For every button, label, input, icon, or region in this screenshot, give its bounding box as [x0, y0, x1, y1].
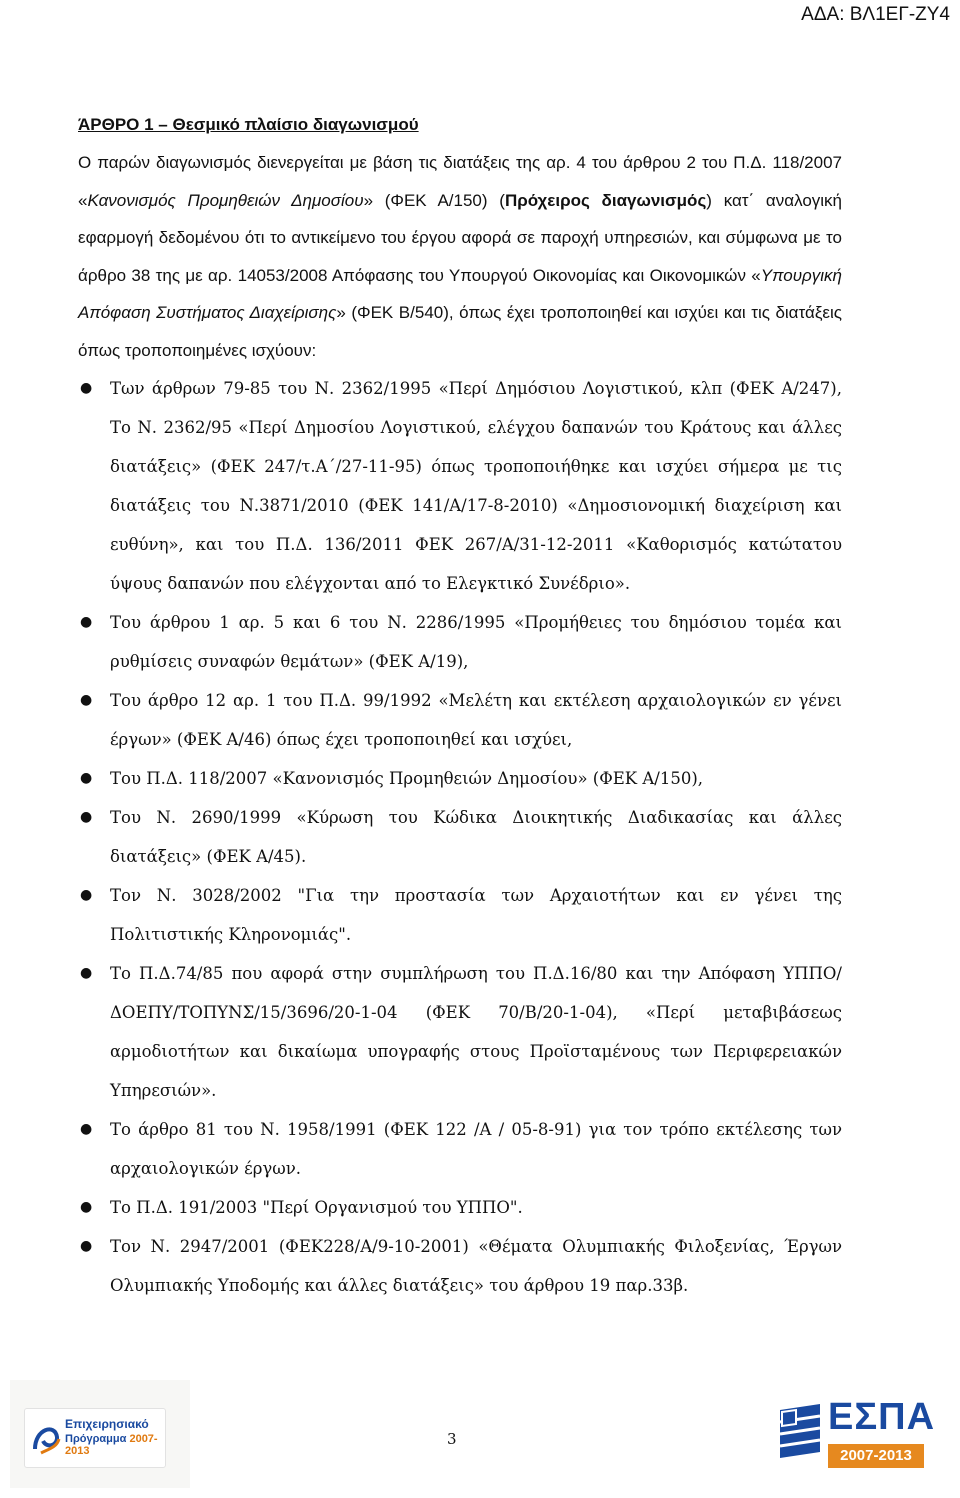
- list-item: [78, 681, 842, 759]
- list-item-text: Του άρθρου 1 αρ. 5 και 6 του Ν. 2286/1995 «Προμήθειες του δημόσιου τομέα και ρυθμίσεις συναφών θεμάτων» (ΦΕΚ Α/19),: [110, 613, 842, 671]
- list-item: [78, 603, 842, 681]
- list-item: [78, 954, 842, 1110]
- logo-line-2a: Πρόγραμμα: [65, 1433, 127, 1445]
- espa-logo: [770, 1388, 948, 1488]
- bullet-icon: ●: [80, 770, 93, 786]
- operational-programme-logo: [10, 1380, 190, 1488]
- intro-text-1: Ο παρών διαγωνισμός διενεργείται με βάση τις διατάξεις της αρ. 4 του άρθρου 2 του Π.Δ. 118/2007 «: [78, 153, 842, 210]
- document-body: [78, 112, 842, 1305]
- list-item: [78, 1227, 842, 1305]
- list-item-text: Το Π.Δ.74/85 που αφορά στην συμπλήρωση του Π.Δ.16/80 και την Απόφαση ΥΠΠΟ/ΔΟΕΠΥ/ΤΟΠΥΝΣ/15/3696/20-1-04 (ΦΕΚ 70/Β/20-1-04), «Περί μεταβιβάσεως αρμοδιοτήτων και δικαίωμα υπογραφής στους Προϊσταμένους των Περιφερειακών Υπηρεσιών».: [110, 964, 842, 1100]
- list-item-text: Το άρθρο 81 του Ν. 1958/1991 (ΦΕΚ 122 /Α / 05-8-91) για τον τρόπο εκτέλεσης των αρχαιολογικών έργων.: [110, 1120, 842, 1178]
- bullet-icon: ●: [80, 1199, 93, 1215]
- bullet-icon: ●: [80, 614, 93, 630]
- logo-box: [24, 1408, 166, 1468]
- espa-name: ΕΣΠΑ: [828, 1396, 936, 1438]
- article-title: ΆΡΘΡΟ 1 – Θεσμικό πλαίσιο διαγωνισμού: [78, 115, 419, 134]
- list-item-text: Των άρθρων 79-85 του Ν. 2362/1995 «Περί Δημόσιου Λογιστικού, κλπ (ΦΕΚ Α/247), Το Ν. 2362/95 «Περί Δημοσίου Λογιστικού, ελέγχου δαπανών του Κράτους και άλλες διατάξεις» (ΦΕΚ 247/τ.Α΄/27-11-95) όπως τροποποιήθηκε και ισχύει σήμερα με τις διατάξεις του Ν.3871/2010 (ΦΕΚ 141/Α/17-8-2010) «Δημοσιονομική διαχείριση και ευθύνη», και του Π.Δ. 136/2011 ΦΕΚ 267/Α/31-12-2011 «Καθορισμός κατώτατου ύψους δαπανών που ελέγχονται από το Ελεγκτικό Συνέδριο».: [110, 379, 842, 593]
- list-item-text: Του Ν. 2690/1999 «Κύρωση του Κώδικα Διοικητικής Διαδικασίας και άλλες διατάξεις» (ΦΕΚ Α/45).: [110, 808, 842, 866]
- list-item: [78, 369, 842, 603]
- bullet-icon: ●: [80, 380, 93, 396]
- intro-italic-1: Κανονισμός Προμηθειών Δημοσίου: [87, 190, 364, 210]
- bullet-icon: ●: [80, 1238, 93, 1254]
- list-item: [78, 798, 842, 876]
- list-item-text: Το Π.Δ. 191/2003 "Περί Οργανισμού του ΥΠΠΟ".: [110, 1198, 523, 1217]
- intro-text-4: » (ΦΕΚ Β/540), όπως έχει τροποποιηθεί και ισχύει και τις διατάξεις όπως τροποποιημένες ισχύουν:: [78, 303, 842, 360]
- logo-line-2b: 2007-2013: [65, 1433, 158, 1457]
- list-item: [78, 759, 842, 798]
- eu-flag-icon: [778, 1402, 822, 1462]
- bullet-icon: ●: [80, 1121, 93, 1137]
- logo-line-2: [65, 1433, 165, 1457]
- list-item-text: Του Π.Δ. 118/2007 «Κανονισμός Προμηθειών Δημοσίου» (ΦΕΚ Α/150),: [110, 769, 704, 788]
- intro-text-2: » (ΦΕΚ Α/150) (: [363, 190, 505, 210]
- legal-basis-list: [78, 369, 842, 1305]
- logo-line-1: Επιχειρησιακό: [65, 1417, 149, 1431]
- page-number: 3: [447, 1430, 457, 1448]
- list-item-text: Του άρθρο 12 αρ. 1 του Π.Δ. 99/1992 «Μελέτη και εκτέλεση αρχαιολογικών εν γένει έργων» (ΦΕΚ Α/46) όπως έχει τροποποιηθεί και ισχύει,: [110, 691, 842, 749]
- intro-paragraph: [78, 144, 842, 369]
- intro-italic-2: Υπουργική Απόφαση Συστήματος Διαχείρισης: [78, 265, 842, 322]
- bullet-icon: ●: [80, 965, 93, 981]
- list-item: [78, 876, 842, 954]
- swirl-logo-icon: [31, 1419, 61, 1455]
- bullet-icon: ●: [80, 692, 93, 708]
- bullet-icon: ●: [80, 809, 93, 825]
- ada-code: ΑΔΑ: ΒΛ1ΕΓ-ΖΥ4: [801, 4, 950, 25]
- list-item: [78, 1110, 842, 1188]
- intro-text-3: ) κατ΄ αναλογική εφαρμογή δεδομένου ότι το αντικείμενο του έργου αφορά σε παροχή υπηρεσιών, και σύμφωνα με το άρθρο 38 της με αρ. 14053/2008 Απόφασης του Υπουργού Οικονομίας και Οικονομικών «: [78, 190, 843, 285]
- list-item: [78, 1188, 842, 1227]
- espa-years: 2007-2013: [828, 1444, 924, 1468]
- intro-bold: Πρόχειρος διαγωνισμός: [504, 190, 707, 210]
- list-item-text: Τον Ν. 2947/2001 (ΦΕΚ228/Α/9-10-2001) «Θέματα Ολυμπιακής Φιλοξενίας, Έργων Ολυμπιακής Υποδομής και άλλες διατάξεις» του άρθρου 19 παρ.33β.: [110, 1237, 842, 1295]
- list-item-text: Τον Ν. 3028/2002 "Για την προστασία των Αρχαιοτήτων και εν γένει της Πολιτιστικής Κληρονομιάς".: [110, 886, 842, 944]
- bullet-icon: ●: [80, 887, 93, 903]
